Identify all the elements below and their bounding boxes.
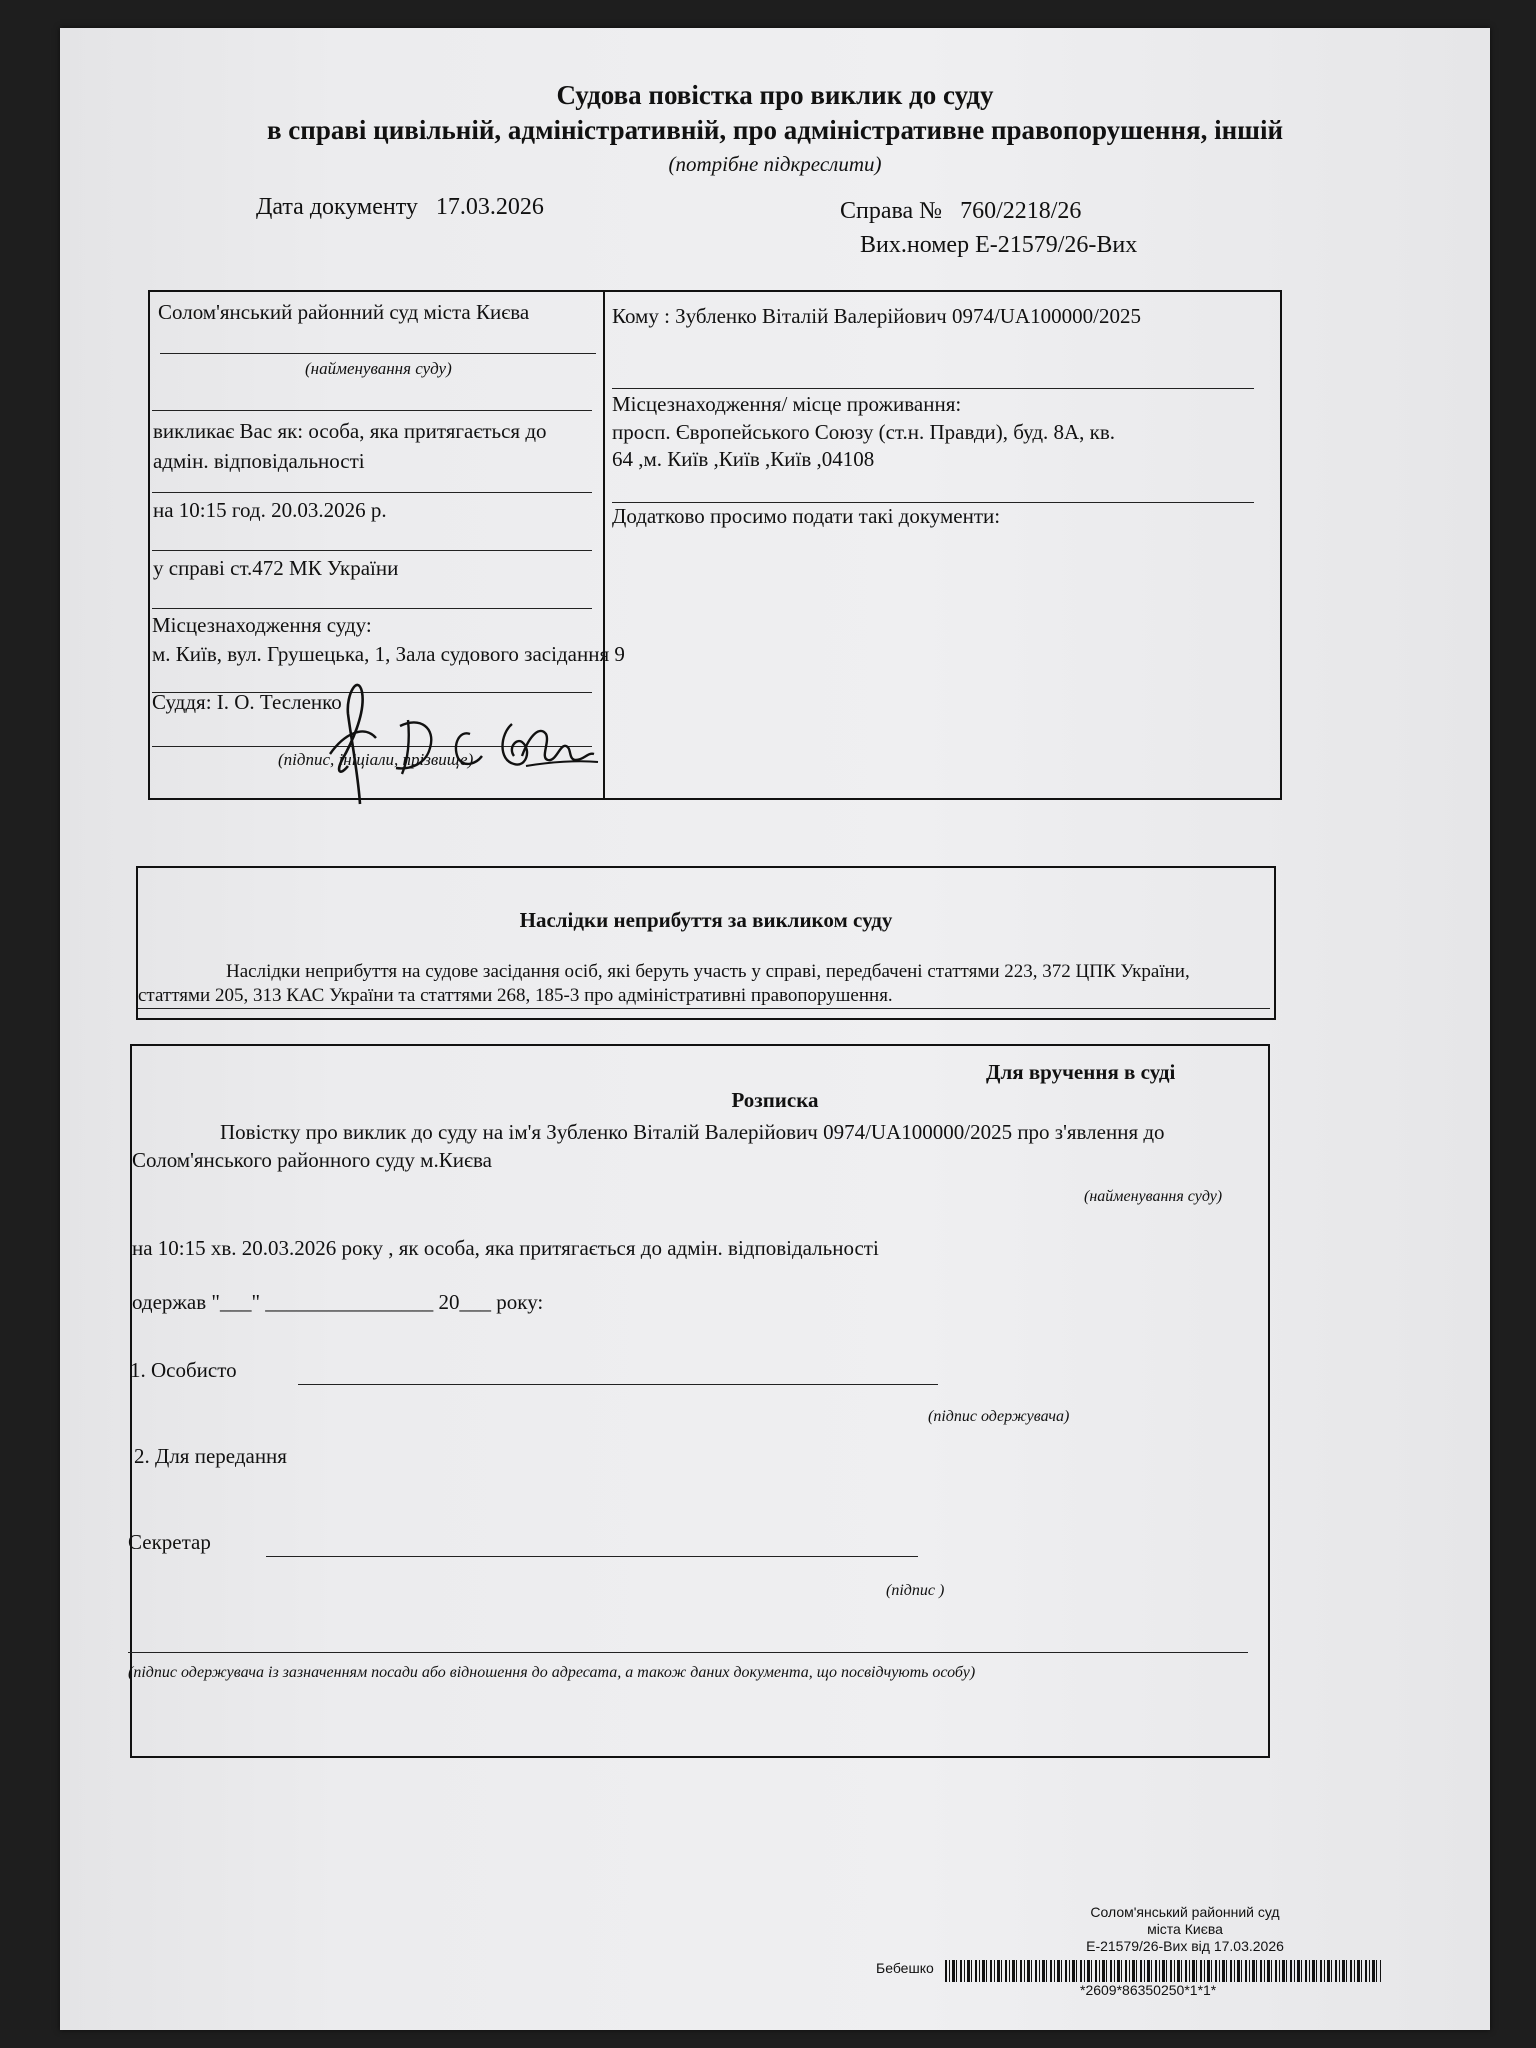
rule (138, 1008, 1270, 1009)
rule (152, 492, 592, 493)
rule (612, 388, 1254, 389)
outgoing-value: Е-21579/26-Вих (975, 232, 1138, 258)
court-name: Солом'янський районний суд міста Києва (158, 300, 530, 324)
address-line-1: просп. Європейського Союзу (ст.н. Правди), буд. 8А, кв. (612, 420, 1116, 444)
panel-divider (603, 290, 605, 798)
receipt-court-caption: (найменування суду) (1084, 1188, 1223, 1205)
receipt-text-1: Повістку про виклик до суду на ім'я Зубленко Віталій Валерійович 0974/UA100000/2025 про з'явлення до (220, 1120, 1165, 1144)
recipient: Кому : Зубленко Віталій Валерійович 0974/UA100000/2025 (612, 304, 1141, 328)
received-date: одержав "___" ________________ 20___ року: (132, 1290, 544, 1314)
stamp-city: міста Києва (1147, 1921, 1223, 1937)
recipient-signature-caption: (підпис одержувача) (928, 1408, 1070, 1425)
secretary-label: Секретар (128, 1530, 211, 1554)
court-location-label: Місцезнаходження суду: (152, 613, 372, 637)
stamp-reference: Е-21579/26-Вих від 17.03.2026 (1086, 1938, 1284, 1954)
address-label: Місцезнаходження/ місце проживання: (612, 392, 962, 416)
stamp-court: Солом'янський районний суд (1090, 1904, 1280, 1920)
stamp-name: Бебешко (876, 1960, 934, 1976)
document-subtitle: в справі цивільній, адміністративній, про адміністративне правопорушення, іншій (266, 115, 1284, 145)
barcode (945, 1960, 1381, 1982)
judge: Суддя: І. О. Тесленко (152, 690, 342, 714)
judge-signature (300, 664, 600, 814)
rule (152, 410, 592, 411)
date-label: Дата документу (256, 194, 418, 220)
case-number (840, 198, 1081, 225)
case-label: Справа № (840, 198, 943, 224)
date-value: 17.03.2026 (435, 194, 544, 220)
consequences-text-2: статтями 205, 313 КАС України та статтями 268, 185-3 про адміністративні правопорушення. (138, 985, 893, 1006)
hearing-time: на 10:15 год. 20.03.2026 р. (153, 498, 387, 522)
signature-line (266, 1556, 918, 1557)
receipt-text-2: Солом'янського районного суду м.Києва (132, 1148, 492, 1172)
title-note: (потрібне підкреслити) (668, 152, 882, 176)
rule (128, 1652, 1248, 1653)
rule (612, 502, 1254, 503)
rule (152, 550, 592, 551)
consequences-text-1: Наслідки неприбуття на судове засідання осіб, які беруть участь у справі, передбачені статтями 223, 372 ЦПК України, (226, 961, 1190, 982)
court-caption: (найменування суду) (305, 359, 452, 378)
rule (152, 608, 592, 609)
receipt-footer-caption: (підпис одержувача із зазначенням посади або відношення до адресата, а також даних документа, що посвідчують особу) (128, 1664, 976, 1681)
address-line-2: 64 ,м. Київ ,Київ ,Київ ,04108 (612, 447, 875, 471)
signature-line (298, 1384, 938, 1385)
signature-caption: (підпис, ініціали, прізвище) (278, 750, 474, 769)
barcode-text: *2609*86350250*1*1* (1080, 1982, 1217, 1998)
documents-request: Додатково просимо подати такі документи: (612, 504, 1001, 528)
court-location: м. Київ, вул. Грушецька, 1, Зала судового засідання 9 (152, 642, 625, 666)
receipt-time: на 10:15 хв. 20.03.2026 року , як особа, яка притягається до адмін. відповідальності (132, 1236, 879, 1260)
document-title: Судова повістка про виклик до суду (556, 80, 994, 110)
summons-document (60, 28, 1490, 2030)
rule (160, 353, 596, 354)
document-date (256, 194, 544, 221)
secretary-signature-caption: (підпис ) (886, 1582, 945, 1599)
for-court-delivery: Для вручення в суді (986, 1060, 1176, 1084)
summons-role: викликає Вас як: особа, яка притягається до адмін. відповідальності (153, 419, 547, 473)
consequences-title: Наслідки неприбуття за викликом суду (519, 908, 893, 932)
personally-label: 1. Особисто (130, 1358, 237, 1382)
outgoing-label: Вих.номер (860, 232, 970, 258)
transfer-label: 2. Для передання (134, 1444, 287, 1468)
outgoing-number (860, 232, 1137, 259)
receipt-title: Розписка (731, 1088, 819, 1112)
case-value: 760/2218/26 (960, 198, 1082, 224)
court-stamp (1040, 1904, 1330, 1955)
case-article: у справі ст.472 МК України (153, 556, 399, 580)
